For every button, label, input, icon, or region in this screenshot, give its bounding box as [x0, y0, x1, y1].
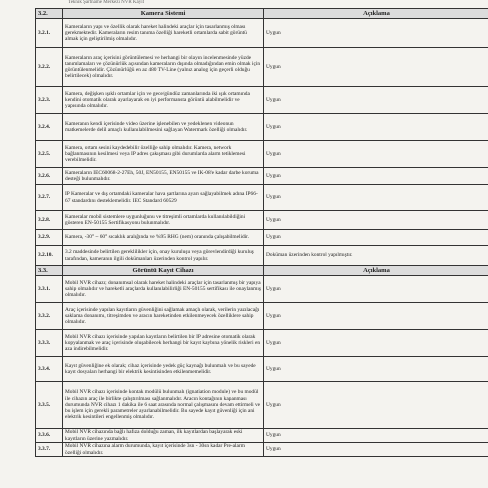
item-result: Uygun [264, 185, 488, 211]
item-requirement: 3.2 maddesinde belirtilen gereklilikler için, onay kuruluşu veya görevlendirdiği kuruluş tarafından, kameranın ilgili dokümanları üzerinden kontrol yapılır. [63, 246, 264, 266]
item-result: Uygun [264, 211, 488, 230]
item-number: 3.2.8. [36, 211, 63, 230]
column-header-description: Açıklama [264, 9, 488, 19]
item-number: 3.3.6. [36, 429, 63, 443]
section-title: Görüntü Kayıt Cihazı [63, 266, 264, 276]
item-number: 3.3.7. [36, 443, 63, 457]
item-number: 3.2.4. [36, 114, 63, 141]
section-number: 3.2. [36, 9, 63, 19]
section-header-recorder [36, 266, 488, 276]
item-result: Uygun [264, 114, 488, 141]
item-requirement: Kameralar mobil sistemlere uygunluğunu ve titreşimli ortamlarda kullanılabildiğini gösteren EN-50155 Sertifikasyonu bulunmalıdır. [63, 211, 264, 230]
item-result: Uygun [264, 382, 488, 429]
item-result: Doküman üzerinden kontrol yapılmıştır. [264, 246, 488, 266]
table-row [36, 276, 488, 303]
item-number: 3.2.3. [36, 87, 63, 114]
item-result: Uygun [264, 276, 488, 303]
item-number: 3.3.1. [36, 276, 63, 303]
item-requirement: Kameraların yapı ve özellik olarak hareket halindeki araçlar için tasarlanmış olması gerekmektedir. Kameraların resim tanıma özelliği hareketli ortamlarda sabit görüntü almak için geliştirilmiş olmalıdır. [63, 19, 264, 48]
table-row [36, 382, 488, 429]
item-requirement: IP Kameralar ve dış ortamdaki kameralar hava şartlarına ayarı sağlayabilmek adına IP66-67 standardını desteklemelidir. IEC Standard 60529 [63, 185, 264, 211]
item-number: 3.2.1. [36, 19, 63, 48]
table-row [36, 168, 488, 185]
section-header-camera [36, 9, 488, 19]
table-row [36, 230, 488, 246]
table-row [36, 185, 488, 211]
item-result: Uygun [264, 303, 488, 330]
item-result: Uygun [264, 19, 488, 48]
table-row [36, 141, 488, 168]
item-result: Uygun [264, 87, 488, 114]
item-result: Uygun [264, 330, 488, 357]
item-number: 3.2.10. [36, 246, 63, 266]
item-number: 3.2.7. [36, 185, 63, 211]
column-header-description: Açıklama [264, 266, 488, 276]
table-row [36, 330, 488, 357]
table-row [36, 443, 488, 457]
section-number: 3.3. [36, 266, 63, 276]
table-row [36, 357, 488, 382]
item-number: 3.2.9. [36, 230, 63, 246]
item-requirement: Kamera, ortam sesini kaydedebilir özelliğe sahip olmalıdır. Kamera, network bağlanmasının kesilmesi veya IP adres çakışması gibi durumlarda alarm tetiklemesi verebilmelidir. [63, 141, 264, 168]
item-requirement: Kamera, -30° ~ 60° sıcaklık aralığında ve %95 RHG (nem) oranında çalışabilmelidir. [63, 230, 264, 246]
item-number: 3.3.3. [36, 330, 63, 357]
item-number: 3.3.5. [36, 382, 63, 429]
table-row [36, 246, 488, 266]
table-row [36, 48, 488, 87]
item-requirement: Kameraların IEC60068-2-27Eh, 50J, EN50155, EN50155 ve IK-08'e kadar darbe koruma desteği bulunmalıdır. [63, 168, 264, 185]
item-number: 3.2.6. [36, 168, 63, 185]
item-requirement: Kamera, değişken ışıklı ortamlar için ve gece/gündüz zamanlarında iki ışık ortamında kendini otomatik olarak ayarlayarak en iyi performansta görüntü alabilmelidir ve yapısında olmalıdır. [63, 87, 264, 114]
item-requirement: Mobil NVR cihazına alarm durumunda, kayıt içerisinde 3sn - 30sn kadar Pre-alarm özelliği olmalıdır. [63, 443, 264, 457]
table-row [36, 19, 488, 48]
item-result: Uygun [264, 141, 488, 168]
item-result: Uygun [264, 48, 488, 87]
table-row [36, 114, 488, 141]
table-row [36, 429, 488, 443]
item-result: Uygun [264, 168, 488, 185]
item-requirement: Araç içerisinde yapılan kayıtların güvenliğini sağlamak amaçlı olarak, verilerin yazılacağı saklama donanımı, titreşimden ve aracın hareketinden etkilenmeyecek özelliklere sahip olmalıdır. [63, 303, 264, 330]
item-number: 3.3.2. [36, 303, 63, 330]
item-requirement: Kayıt güvenliğine ek olarak; cihaz içerisinde yedek güç kaynağı bulunmalı ve bu sayede kayıt dosyaları herhangi bir elektrik kesintisinden etkilenmemelidir. [63, 357, 264, 382]
section-title: Kamera Sistemi [63, 9, 264, 19]
table-row [36, 87, 488, 114]
item-requirement: Kameraların araç içerisini görüntülemesi ve herhangi bir olayın incelenmesinde yüzde tanımlamaları ve çözünürlük açısından kameraların dışında olmadığından emin olmak için görüntülenmelidir. Çözünürlüğü en az 480 TV-Line (yalnız analog için geçerli olduğu belirtilecek) olmalıdır. [63, 48, 264, 87]
table-row [36, 211, 488, 230]
item-requirement: Mobil NVR cihazında bağlı hafıza dolduğu zaman, ilk kayıtlardan başlayarak eski kayıtların üzerine yazmalıdır. [63, 429, 264, 443]
item-requirement: Mobil NVR cihazı; donanımsal olarak hareket halindeki araçlar için tasarlanmış bir yapıya sahip olmalıdır ve hareketli araçlarda kullanılabilirliği EN-50155 sertifikası ile onaylanmış olmalıdır. [63, 276, 264, 303]
item-result: Uygun [264, 230, 488, 246]
item-result: Uygun [264, 429, 488, 443]
item-result: Uygun [264, 443, 488, 457]
item-number: 3.3.4. [36, 357, 63, 382]
item-requirement: Mobil NVR cihazı içerisinde kontak modülü bulunmalı (ignatiation module) ve bu modül ile cihazın araç ile birlikte çalıştırılması sağlanmalıdır. Aracın kontağının kapanması durumunda NVR cihazı 1 dakika ile 6 saat arasında normal çalışmasını devam ettirmeli ve bu işlem için gerekli parametreler ayarlanabilmelidir. Bu sayede kayıt güvenliği için ani elektrik kesintileri engellenmiş olmalıdır. [63, 382, 264, 429]
table-row [36, 303, 488, 330]
item-result: Uygun [264, 357, 488, 382]
spec-table [35, 8, 488, 457]
header-note: Teknik Şartname Merkezi NVR Kayıt [68, 0, 145, 5]
item-number: 3.2.2. [36, 48, 63, 87]
item-requirement: Kameranın kendi içerisinde video üzerine işlenebilen ve yedeklenen videonun matkemelerde delil amaçlı kullanılabilmesini sağlayan Watermark özelliği olmalıdır. [63, 114, 264, 141]
item-requirement: Mobil NVR cihazı içerisinde yapılan kayıtların belirtilen bir IP adresine otomatik olarak kopyalanmak ve araç içerisinde oluşabilecek herhangi bir kayıt kaybına yönelik riskleri en aza indirebilmelidir. [63, 330, 264, 357]
item-number: 3.2.5. [36, 141, 63, 168]
